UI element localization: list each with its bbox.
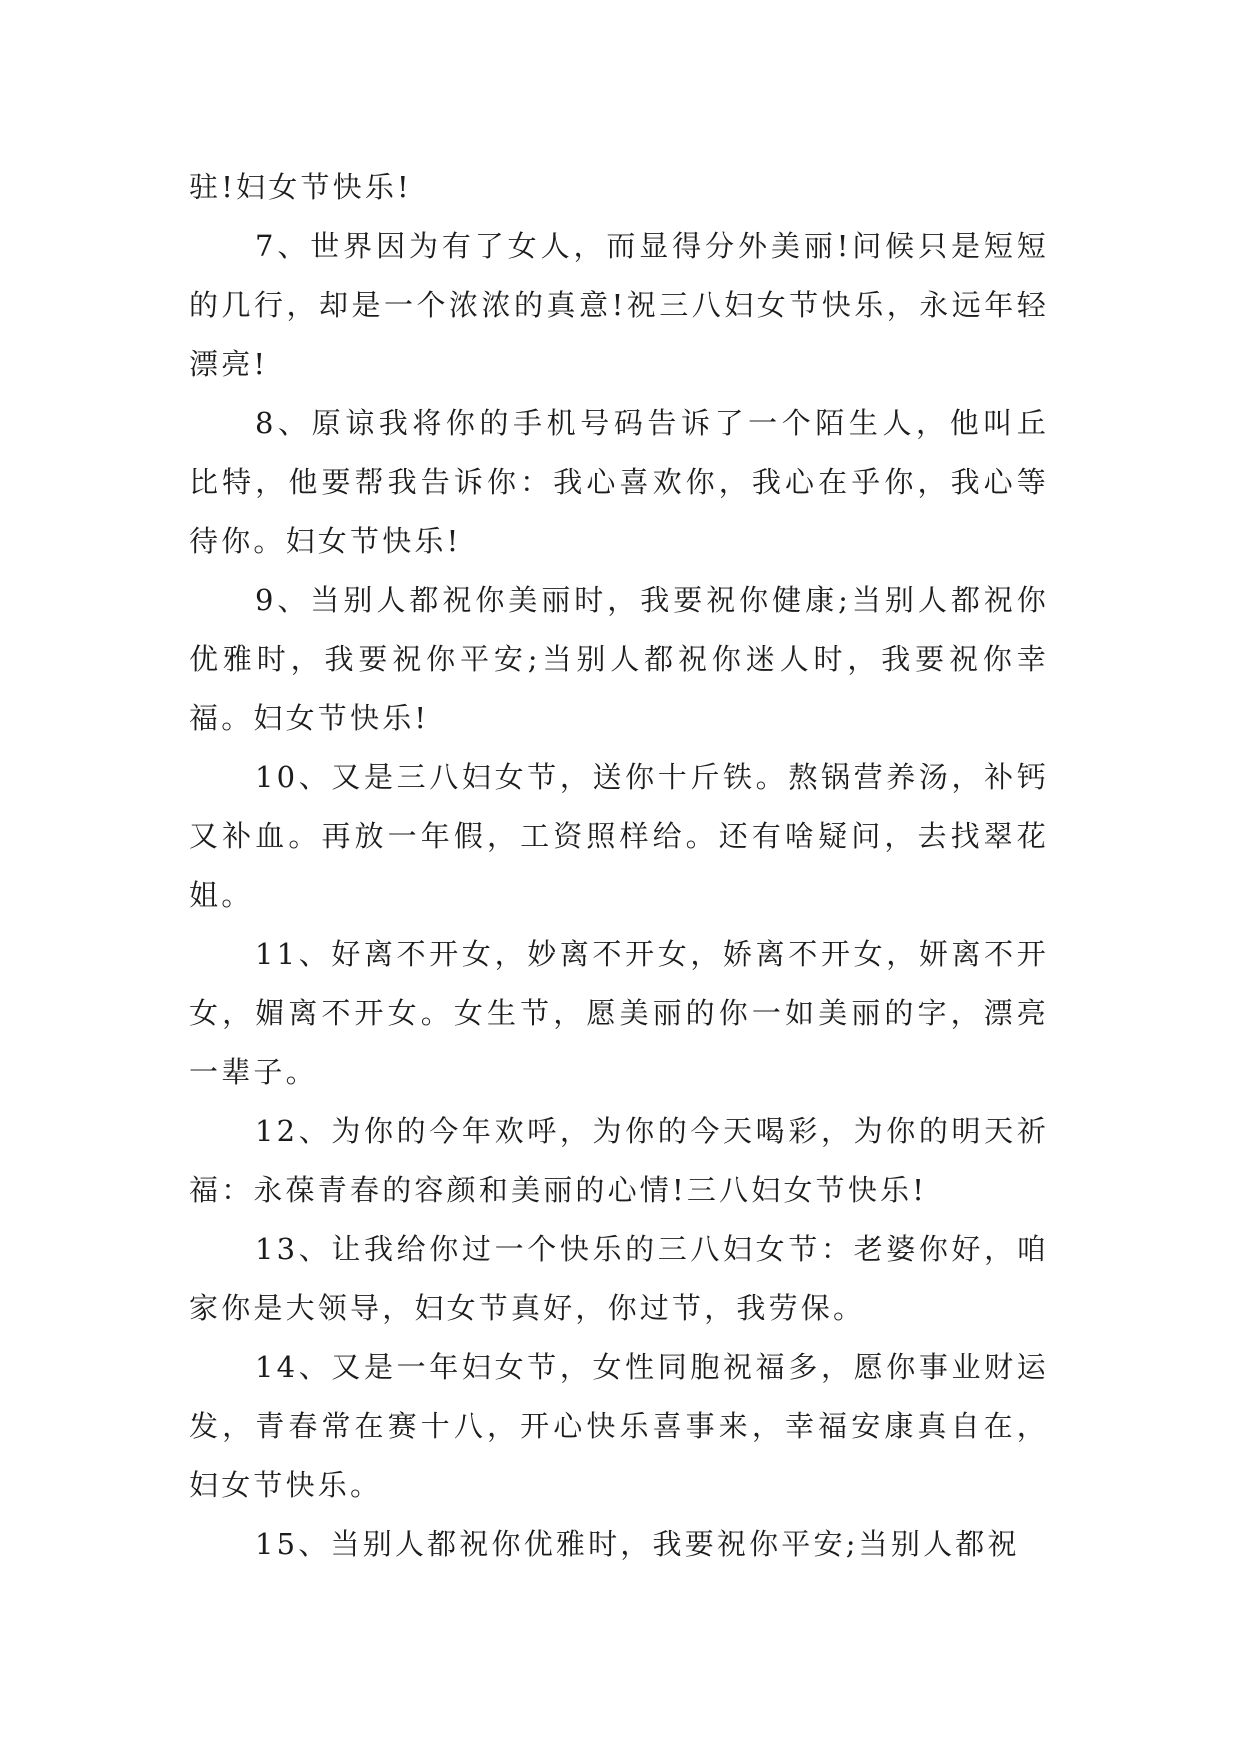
paragraph-item-14: 14、又是一年妇女节，女性同胞祝福多，愿你事业财运发，青春常在赛十八，开心快乐喜事来，幸福安康真自在，妇女节快乐。: [189, 1350, 1049, 1502]
paragraph-item-8: 8、原谅我将你的手机号码告诉了一个陌生人，他叫丘比特，他要帮我告诉你：我心喜欢你，我心在乎你，我心等待你。妇女节快乐!: [189, 406, 1049, 558]
paragraph-item-13: 13、让我给你过一个快乐的三八妇女节：老婆你好，咱家你是大领导，妇女节真好，你过节，我劳保。: [189, 1232, 1049, 1325]
paragraph-item-11: 11、好离不开女，妙离不开女，娇离不开女，妍离不开女，媚离不开女。女生节，愿美丽的你一如美丽的字，漂亮一辈子。: [189, 937, 1049, 1089]
document-page: [189, 158, 1049, 1574]
paragraph-item-9: 9、当别人都祝你美丽时，我要祝你健康;当别人都祝你优雅时，我要祝你平安;当别人都祝你迷人时，我要祝你幸福。妇女节快乐!: [189, 583, 1049, 735]
paragraph-continuation: 驻!妇女节快乐!: [189, 170, 412, 204]
paragraph-item-15: 15、当别人都祝你优雅时，我要祝你平安;当别人都祝: [255, 1527, 1020, 1561]
paragraph-item-12: 12、为你的今年欢呼，为你的今天喝彩，为你的明天祈福：永葆青春的容颜和美丽的心情!三八妇女节快乐!: [189, 1114, 1049, 1207]
paragraph-item-10: 10、又是三八妇女节，送你十斤铁。熬锅营养汤，补钙又补血。再放一年假，工资照样给。还有啥疑问，去找翠花姐。: [189, 760, 1049, 912]
paragraph-item-7: 7、世界因为有了女人，而显得分外美丽!问候只是短短的几行，却是一个浓浓的真意!祝三八妇女节快乐，永远年轻漂亮!: [189, 229, 1049, 381]
